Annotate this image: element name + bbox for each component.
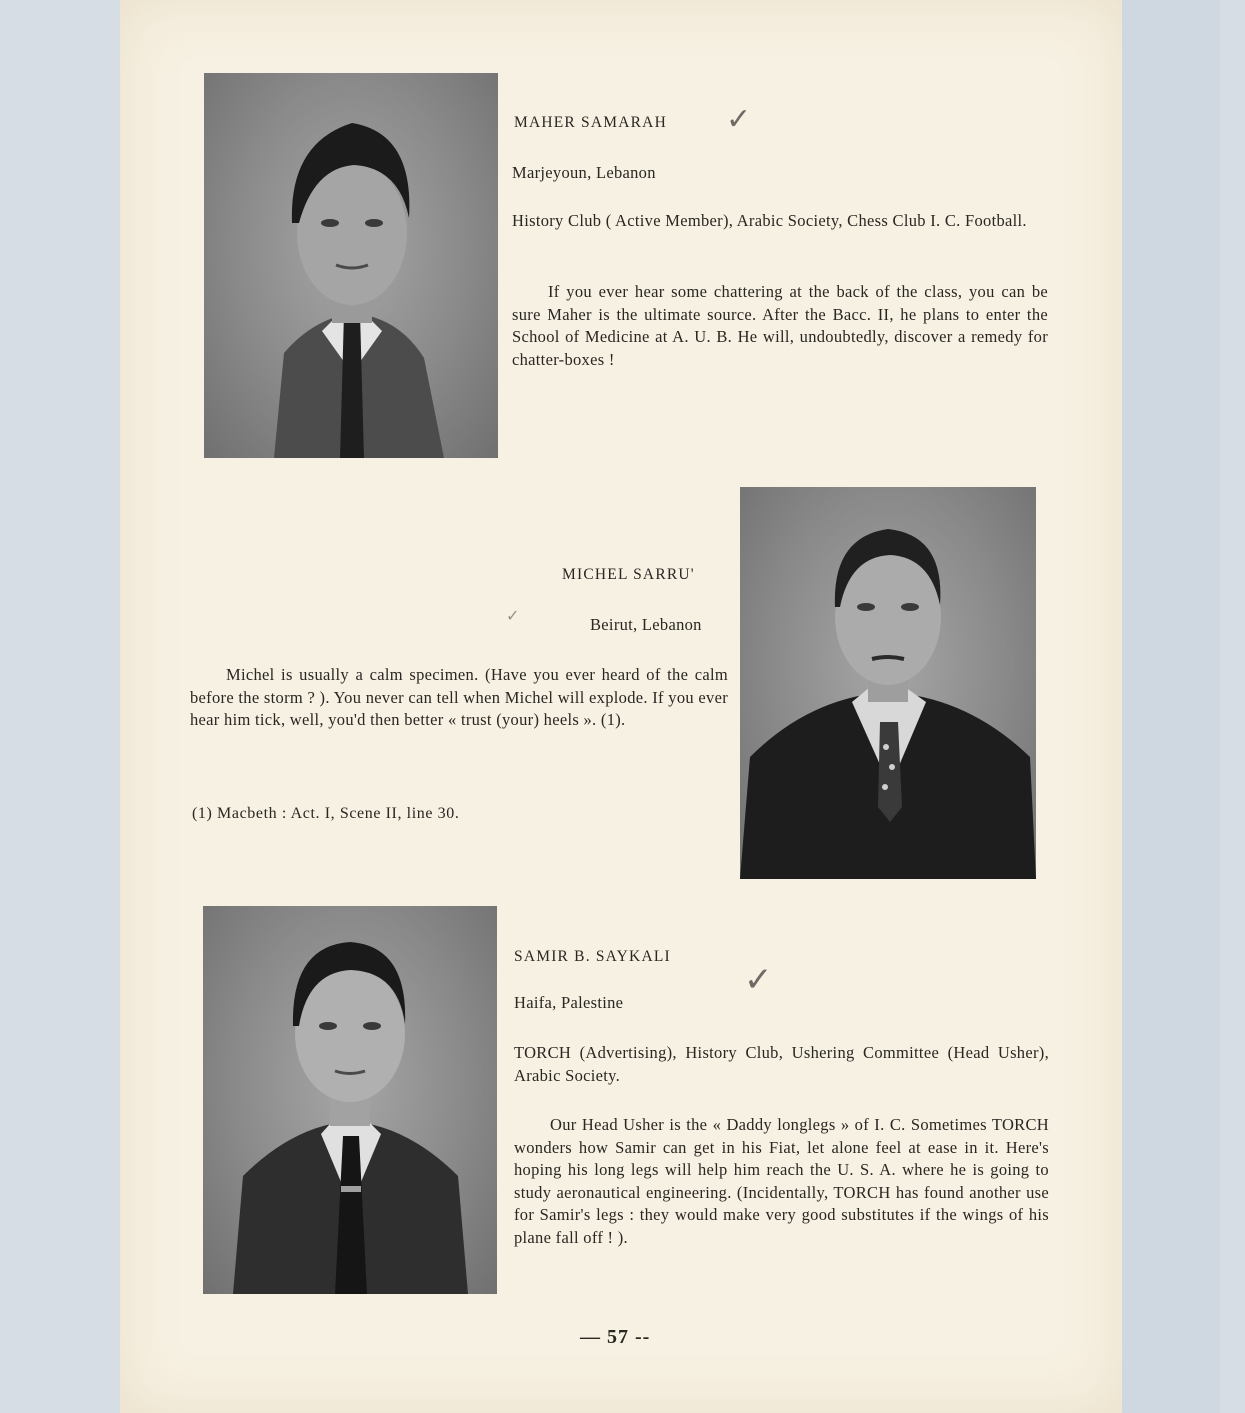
portrait-photo-maher-samarah xyxy=(204,73,498,458)
bio-samir: Our Head Usher is the « Daddy longlegs » of I. C. Sometimes TORCH wonders how Samir can get in his Fiat, let alone feel at ease in it. Here's hoping his long legs will help him reach the U. S. A. where he is going to study aeronautical engineering. (Incidentally, TORCH has found another use for Samir's legs : they would make very good substitutes if the wings of his plane fall off ! ). xyxy=(514,1115,1049,1247)
hometown-maher: Marjeyoun, Lebanon xyxy=(512,163,656,182)
footnote-macbeth: (1) Macbeth : Act. I, Scene II, line 30. xyxy=(192,805,460,822)
student-name-michel: MICHEL SARRU' xyxy=(562,566,695,583)
bio-maher: If you ever hear some chattering at the back of the class, you can be sure Maher is the ultimate source. After the Bacc. II, he plans to enter the School of Medicine at A. U. B. He will, undoubtedly, discover a remedy for chatter-boxes ! xyxy=(512,282,1048,369)
portrait-photo-samir-saykali xyxy=(203,906,497,1294)
check-mark-icon: ✓ xyxy=(506,606,520,625)
check-mark-icon: ✓ xyxy=(744,960,773,1000)
portrait-photo-michel-sarru xyxy=(740,487,1036,879)
activities-samir: TORCH (Advertising), History Club, Ushering Committee (Head Usher), Arabic Society. xyxy=(514,1043,1049,1085)
bio-michel: Michel is usually a calm specimen. (Have you ever heard of the calm before the storm ? ). You never can tell when Michel will explode. If you ever hear him tick, well, you'd then better « trust (your) heels ». (1). xyxy=(190,665,728,729)
page-edge-background xyxy=(1120,0,1220,1413)
page-number: — 57 -- xyxy=(580,1326,651,1348)
hometown-michel: Beirut, Lebanon xyxy=(590,615,702,634)
activities-maher: History Club ( Active Member), Arabic Society, Chess Club I. C. Football. xyxy=(512,211,1027,230)
yearbook-page xyxy=(120,0,1122,1413)
hometown-samir: Haifa, Palestine xyxy=(514,993,624,1012)
student-name-maher: MAHER SAMARAH xyxy=(514,114,667,131)
student-name-samir: SAMIR B. SAYKALI xyxy=(514,948,671,965)
check-mark-icon: ✓ xyxy=(726,102,752,137)
